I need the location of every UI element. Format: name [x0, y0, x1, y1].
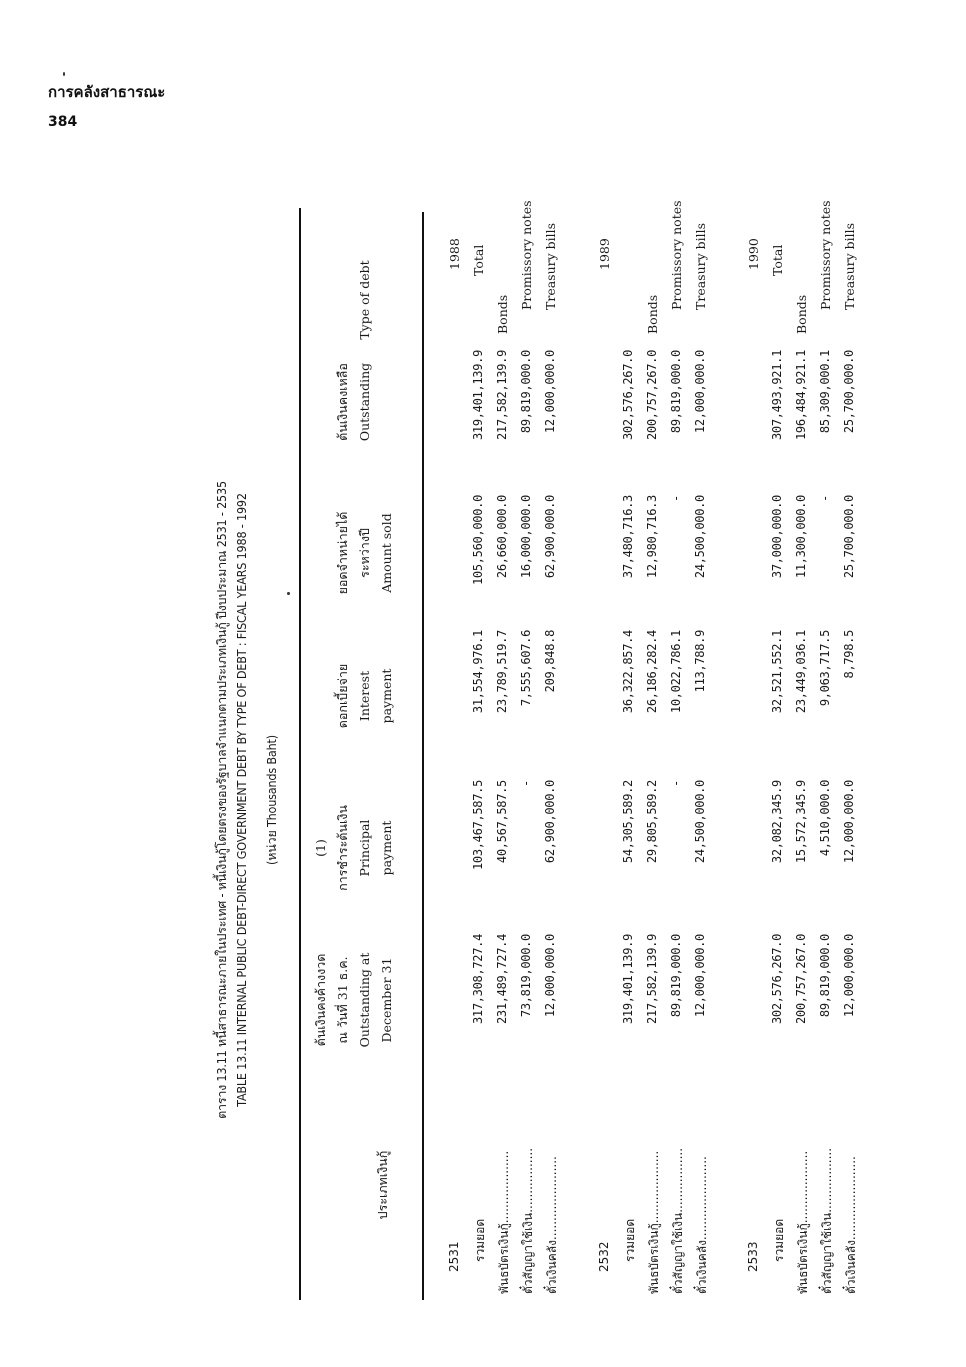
table-cell: 307,493,921.1 — [770, 350, 784, 441]
table-cell: 12,000,000.0 — [842, 934, 856, 1018]
table-cell: 12,000,000.0 — [543, 350, 557, 434]
table-cell: 25,700,000.0 — [842, 350, 856, 434]
table-cell: 16,000,000.0 — [519, 495, 533, 579]
row-label-english: Treasury bills — [693, 222, 708, 310]
year-label-english: 1990 — [746, 238, 761, 270]
table-cell: 89,819,000.0 — [818, 934, 832, 1018]
table-cell: 9,063,717.5 — [818, 630, 832, 707]
table-cell: 113,788.9 — [693, 630, 707, 693]
table-cell: 25,700,000.0 — [842, 495, 856, 579]
table-cell: - — [669, 495, 683, 502]
table-cell: 24,500,000.0 — [693, 495, 707, 579]
table-cell: 40,567,587.5 — [495, 780, 509, 864]
table-cell: 217,582,139.9 — [495, 350, 509, 441]
table-cell: 12,980,716.3 — [645, 495, 659, 579]
row-label-thai: พันธบัตรเงินกู้................... — [647, 1150, 661, 1294]
table-cell: 23,789,519.7 — [495, 630, 509, 714]
header-rule — [422, 212, 424, 1300]
table-cell: 317,308,727.4 — [471, 934, 485, 1025]
table-cell: 302,576,267.0 — [621, 350, 635, 441]
table-cell: 319,401,139.9 — [471, 350, 485, 441]
table-cell: 10,022,786.1 — [669, 630, 683, 714]
row-label-english: Total — [770, 244, 785, 276]
col-header-type-th: ประเภทเงินกู้ — [375, 1150, 390, 1220]
table-cell: 36,322,857.4 — [621, 630, 635, 714]
row-label-thai: รวมยอด — [473, 1218, 487, 1262]
table-cell: 231,489,727.4 — [495, 934, 509, 1025]
year-label-thai: 2532 — [597, 1241, 611, 1272]
caption-unit: (หน่วย Thousands Baht) — [264, 735, 279, 865]
table-cell: 85,309,000.1 — [818, 350, 832, 434]
table-cell: 26,660,000.0 — [495, 495, 509, 579]
col-header-amount-sold: ยอดจำหน่ายได้ ระหว่างปี Amount sold — [335, 511, 394, 595]
caption-english: TABLE 13.11 INTERNAL PUBLIC DEBT-DIRECT GOVERNMENT DEBT BY TYPE OF DEBT : FISCAL YEARS 1988 - 1992 — [234, 493, 249, 1107]
table-cell: 23,449,036.1 — [794, 630, 808, 714]
row-label-english: Bonds — [495, 294, 510, 334]
row-label-thai: พันธบัตรเงินกู้................... — [796, 1150, 810, 1294]
table-cell: 29,805,589.2 — [645, 780, 659, 864]
col-header-type-en: Type of debt — [357, 260, 372, 340]
col-header-principal: (1) การชำระต้นเงิน Principal payment — [313, 805, 394, 891]
row-label-english: Promissory notes — [669, 200, 684, 310]
caption-thai: ตาราง 13.11 หนี้สาธารณะภายในประเทศ - หนี้เงินกู้โดยตรงของรัฐบาลจำแนกตามประเภทเงินกู้ ปีงบประมาณ 2531 - 2535 — [214, 481, 229, 1119]
row-label-thai: รวมยอด — [772, 1218, 786, 1262]
table-cell: 62,900,000.0 — [543, 495, 557, 579]
table-cell: 37,000,000.0 — [770, 495, 784, 579]
table-cell: 32,521,552.1 — [770, 630, 784, 714]
table-cell: 73,819,000.0 — [519, 934, 533, 1018]
table-cell: 89,819,000.0 — [519, 350, 533, 434]
table-cell: 103,467,587.5 — [471, 780, 485, 871]
table-cell: 26,186,282.4 — [645, 630, 659, 714]
row-label-thai: ตั๋วสัญญาใช้เงิน................. — [671, 1147, 685, 1294]
row-label-english: Bonds — [645, 294, 660, 334]
table-cell: 12,000,000.0 — [693, 350, 707, 434]
table-cell: 31,554,976.1 — [471, 630, 485, 714]
top-rule — [299, 208, 301, 1300]
table-cell: 7,555,607.6 — [519, 630, 533, 707]
row-label-thai: ตั๋วสัญญาใช้เงิน................. — [521, 1147, 535, 1294]
table-cell: 37,480,716.3 — [621, 495, 635, 579]
table-cell: 302,576,267.0 — [770, 934, 784, 1025]
scan-speck — [63, 72, 65, 76]
table-cell: 12,000,000.0 — [543, 934, 557, 1018]
row-label-english: Promissory notes — [818, 200, 833, 310]
row-label-thai: ตั๋วเงินคลัง...................... — [844, 1156, 858, 1294]
table-cell: 217,582,139.9 — [645, 934, 659, 1025]
col-header-outstanding-dec: ต้นเงินคงค้างงวด ณ วันที่ 31 ธ.ค. Outstanding at December 31 — [313, 952, 394, 1048]
row-label-thai: รวมยอด — [623, 1218, 637, 1262]
row-label-english: Promissory notes — [519, 200, 534, 310]
year-label-english: 1988 — [447, 238, 462, 270]
table-cell: 196,484,921.1 — [794, 350, 808, 441]
table-cell: 4,510,000.0 — [818, 780, 832, 857]
table-cell: 11,300,000.0 — [794, 495, 808, 579]
table-cell: - — [519, 780, 533, 787]
table-cell: 319,401,139.9 — [621, 934, 635, 1025]
table-cell: 32,082,345.9 — [770, 780, 784, 864]
table-cell: 200,757,267.0 — [645, 350, 659, 441]
table-cell: 12,000,000.0 — [693, 934, 707, 1018]
rotated-table — [212, 0, 872, 1300]
book-section-title: การคลังสาธารณะ — [48, 83, 166, 101]
table-cell: 24,500,000.0 — [693, 780, 707, 864]
row-label-english: Treasury bills — [543, 222, 558, 310]
col-header-outstanding: ต้นเงินคงเหลือ Outstanding — [335, 362, 372, 442]
table-cell: 15,572,345.9 — [794, 780, 808, 864]
year-label-english: 1989 — [597, 238, 612, 270]
page-number: 384 — [48, 114, 78, 130]
row-label-english: Total — [471, 244, 486, 276]
table-cell: - — [669, 780, 683, 787]
table-cell: 89,819,000.0 — [669, 934, 683, 1018]
row-label-thai: พันธบัตรเงินกู้................... — [497, 1150, 511, 1294]
row-label-thai: ตั๋วเงินคลัง...................... — [695, 1156, 709, 1294]
row-label-english: Treasury bills — [842, 222, 857, 310]
table-cell: 54,305,589.2 — [621, 780, 635, 864]
row-label-thai: ตั๋วสัญญาใช้เงิน................. — [820, 1147, 834, 1294]
table-cell: 62,900,000.0 — [543, 780, 557, 864]
table-cell: 8,798.5 — [842, 630, 856, 679]
row-label-thai: ตั๋วเงินคลัง...................... — [545, 1156, 559, 1294]
table-cell: 105,560,000.0 — [471, 495, 485, 586]
table-cell: 200,757,267.0 — [794, 934, 808, 1025]
year-label-thai: 2533 — [746, 1241, 760, 1272]
table-cell: 12,000,000.0 — [842, 780, 856, 864]
table-cell: 209,848.8 — [543, 630, 557, 693]
table-cell: 89,819,000.0 — [669, 350, 683, 434]
year-label-thai: 2531 — [447, 1241, 461, 1272]
table-cell: - — [818, 495, 832, 502]
row-label-english: Bonds — [794, 294, 809, 334]
col-header-interest: ดอกเบี้ยจ่าย Interest payment — [335, 663, 394, 729]
